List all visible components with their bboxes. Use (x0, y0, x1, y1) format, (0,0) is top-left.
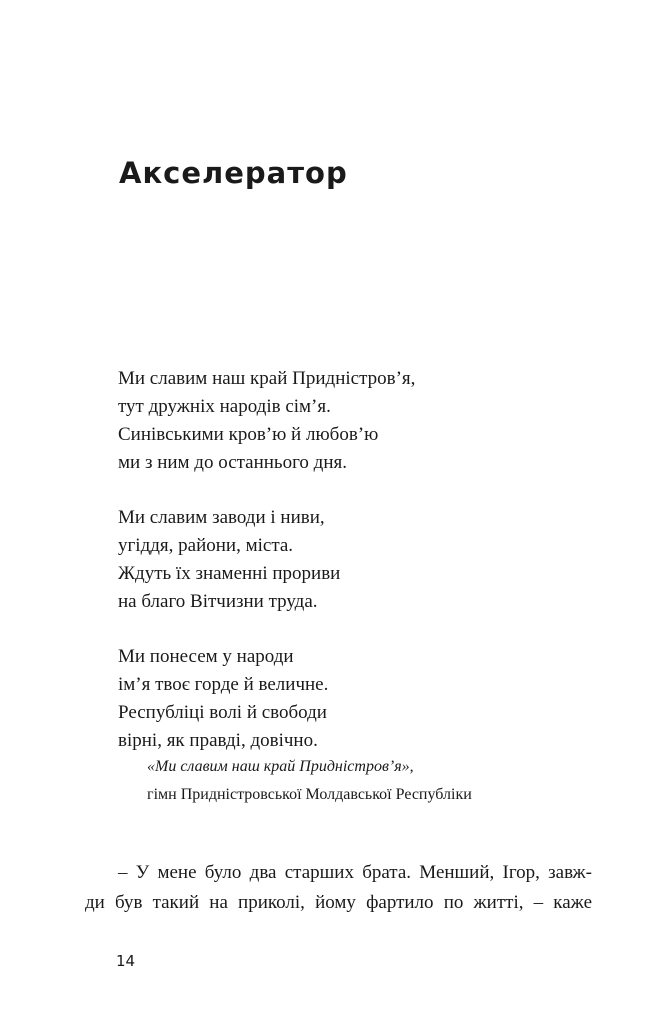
page-number: 14 (116, 952, 136, 970)
poem-line: Ждуть їх знаменні прориви (118, 563, 341, 584)
poem-stanza-3 (118, 643, 415, 755)
prose-line: ди був такий на приколі, йому фартило по житті, – каже (85, 892, 592, 913)
poem-line: вірні, як правді, довічно. (118, 730, 318, 751)
poem-line: Ми понесем у народи (118, 646, 294, 667)
poem-line: угіддя, райони, міста. (118, 535, 294, 556)
epigraph-attribution (147, 753, 472, 809)
epigraph-source-description: гімн Придністровської Молдавської Республіки (147, 786, 472, 803)
poem-stanza-2 (118, 504, 415, 616)
poem-line: Ми славим заводи і ниви, (118, 507, 325, 528)
poem-line: ім’я твоє горде й величне. (118, 674, 329, 695)
epigraph-source-line (147, 753, 472, 781)
poem-line: на благо Вітчизни труда. (118, 591, 318, 612)
epigraph-separator: , (409, 758, 414, 775)
epigraph-source-title: «Ми славим наш край Придністров’я» (147, 758, 410, 775)
poem-line: Республіці волі й свободи (118, 702, 327, 723)
prose-paragraph (85, 858, 592, 918)
poem (118, 365, 415, 782)
poem-line: Синівськими кров’ю й любов’ю (118, 424, 379, 445)
poem-stanza-1 (118, 365, 415, 477)
poem-line: ми з ним до останнього дня. (118, 452, 347, 473)
chapter-title: Акселератор (119, 156, 348, 190)
poem-line: тут дружніх народів сім’я. (118, 396, 331, 417)
prose-line: – У мене було два старших брата. Менший, Ігор, завж- (118, 862, 592, 883)
poem-line: Ми славим наш край Придністров’я, (118, 368, 416, 389)
